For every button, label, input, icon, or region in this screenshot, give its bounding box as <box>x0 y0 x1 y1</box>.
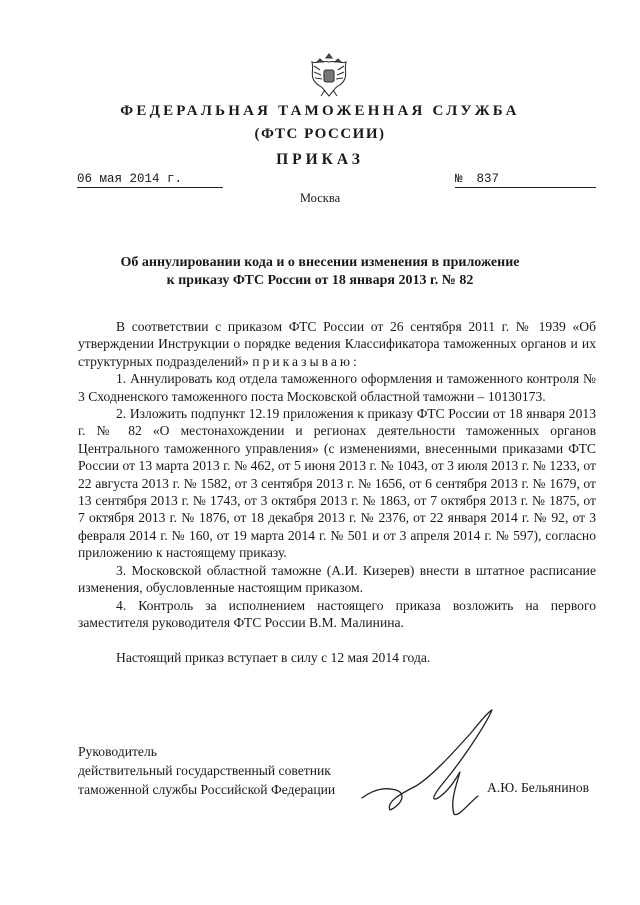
order-title-line-1: Об аннулировании кода и о внесении изменения в приложение <box>120 255 520 270</box>
order-title-line-2: к приказу ФТС России от 18 января 2013 г. № 82 <box>166 273 474 288</box>
signatory-name: А.Ю. Бельянинов <box>487 780 590 795</box>
order-body <box>78 318 596 667</box>
signatory-role-line-3: таможенной службы Российской Федерации <box>78 782 336 797</box>
item-4: 4. Контроль за исполнением настоящего приказа возложить на первого заместителя руководителя ФТС России В.М. Малинина. <box>78 597 596 630</box>
number-label: № <box>455 172 463 186</box>
intro-text: В соответствии с приказом ФТС России от 26 сентября 2011 г. № 1939 «Об утверждении Инструкции о порядке ведения Классификатора таможенных органов и их структурных подразделений» <box>78 319 596 369</box>
item-3: 3. Московской областной таможне (А.И. Кизерев) внести в штатное расписание изменения, обусловленные настоящим приказом. <box>78 562 596 596</box>
order-number: 837 <box>476 172 500 186</box>
effective-date-paragraph: Настоящий приказ вступает в силу с 12 мая 2014 года. <box>116 650 431 666</box>
handwritten-signature-icon <box>360 706 520 826</box>
document-type: ПРИКАЗ <box>276 151 364 168</box>
signatory-role-line-2: действительный государственный советник <box>78 763 331 778</box>
agency-short-name: (ФТС РОССИИ) <box>254 126 386 142</box>
intro-paragraph <box>78 318 596 370</box>
order-date: 06 мая 2014 г. <box>77 172 223 188</box>
coat-of-arms-icon <box>306 50 352 100</box>
item-1: 1. Аннулировать код отдела таможенного оформления и таможенного контроля № 3 Сходненского таможенного поста Московской областной таможни – 10130173. <box>78 371 596 404</box>
order-directive-word: приказываю: <box>252 353 360 369</box>
order-city: Москва <box>299 191 341 205</box>
agency-name: ФЕДЕРАЛЬНАЯ ТАМОЖЕННАЯ СЛУЖБА <box>120 103 520 119</box>
order-number-field <box>455 172 596 188</box>
item-2: 2. Изложить подпункт 12.19 приложения к приказу ФТС России от 18 января 2013 г. № 82 «О местонахождении и регионах деятельности таможенных органов Центрального таможенного управления» (с изменениями, внесенными приказами ФТС России от 13 марта 2013 г. № 462, от 5 июня 2013 г. № 1043, от 3 июля 2013 г. № 1233, от 22 августа 2013 г. № 1582, от 3 сентября 2013 г. № 1656, от 6 сентября 2013 г. № 1679, от 13 сентября 2013 г. № 1743, от 3 октября 2013 г. № 1863, от 7 октября 2013 г. № 1875, от 7 октября 2013 г. № 1876, от 18 декабря 2013 г. № 2376, от 22 января 2014 г. № 92, от 3 февраля 2014 г. № 160, от 19 марта 2014 г. № 501 и от 3 апреля 2014 г. № 597), согласно приложению к настоящему приказу. <box>78 406 596 561</box>
signatory-title <box>78 742 335 799</box>
signatory-role-line-1: Руководитель <box>78 744 157 759</box>
